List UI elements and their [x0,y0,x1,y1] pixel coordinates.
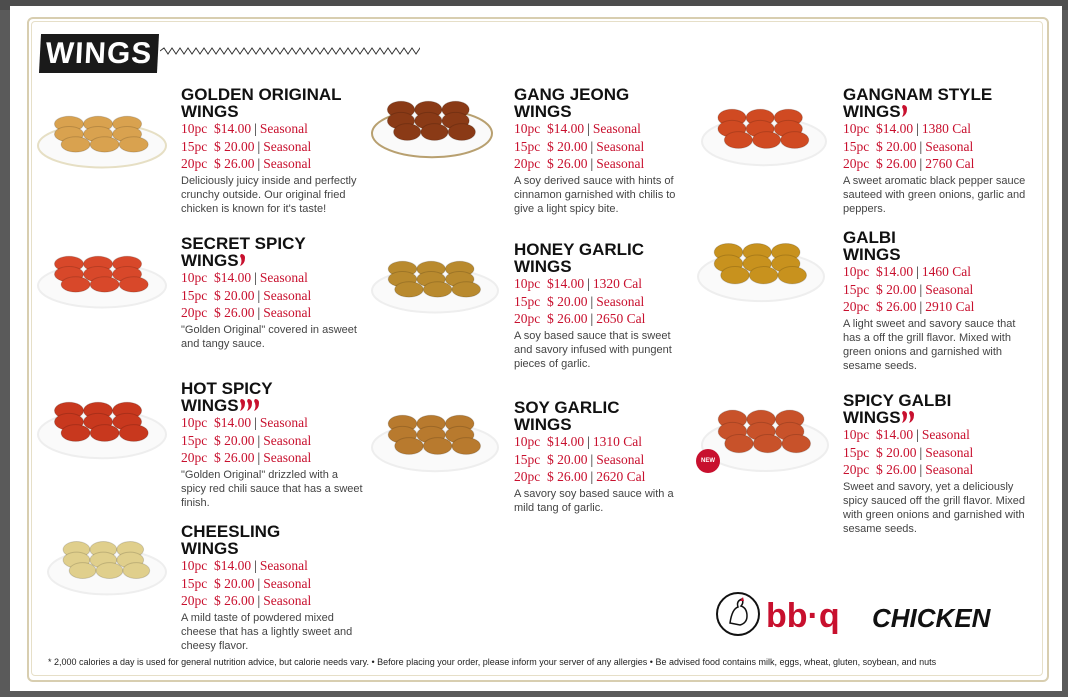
price-row: 20pc $ 26.00 | 2760 Cal [843,156,975,171]
price-row: 20pc $ 26.00 | 2650 Cal [514,311,646,326]
piece-count: 10pc [181,415,208,430]
calorie-info: 2760 Cal [925,156,975,171]
piece-count: 10pc [514,434,541,449]
piece-count: 10pc [843,121,870,136]
price-row: 15pc $ 20.00 | Seasonal [843,138,974,154]
wing-plate-image [36,391,168,461]
calorie-info: Seasonal [592,121,641,136]
menu-item [181,86,366,216]
item-name-line1: GANGNAM STYLE [843,85,993,104]
wing-plate-image [36,246,168,310]
piece-count: 10pc [843,427,870,442]
price-value: $14.00 [214,415,252,430]
calorie-info: 1460 Cal [921,264,971,279]
price-row: 10pc $14.00 | 1320 Cal [514,276,642,291]
item-name-line1: GOLDEN ORIGINAL [181,85,342,104]
price-value: $14.00 [876,427,914,442]
item-description: A sweet aromatic black pepper sauce sauteed with green onions, garlic and peppers. [843,174,1026,215]
price-value: $ 20.00 [547,451,588,467]
price-value: $ 26.00 [876,299,917,314]
calorie-info: 2650 Cal [596,311,646,326]
piece-count: 15pc [181,287,208,303]
item-name-line2: WINGS [843,245,901,264]
piece-count: 10pc [181,558,208,573]
piece-count: 20pc [181,450,208,465]
price-value: $14.00 [547,276,585,291]
price-row: 10pc $14.00 | Seasonal [181,121,308,136]
piece-count: 20pc [181,156,208,171]
calorie-info: Seasonal [259,415,308,430]
wing-plate-image [370,90,494,160]
price-value: $14.00 [214,121,252,136]
calorie-info: Seasonal [925,138,974,154]
calorie-info: Seasonal [259,270,308,285]
price-row: 10pc $14.00 | Seasonal [843,427,970,442]
wing-plate-image [36,106,168,170]
piece-count: 10pc [514,276,541,291]
chili-pepper-icon [246,398,253,412]
price-row: 10pc $14.00 | 1460 Cal [843,264,971,279]
price-value: $14.00 [214,558,252,573]
menu-item [514,86,684,216]
item-description: "Golden Original" covered in asweet and tangy sauce. [181,323,357,350]
price-row: 10pc $14.00 | 1310 Cal [514,434,642,449]
footer-note: * 2,000 calories a day is used for general nutrition advice, but calorie needs vary. • Before placing your order, please inform your server of any allergies • Be advised food contains milk, eggs, wheat, gluten, soybean, and nuts [48,657,937,667]
price-row: 15pc $ 20.00 | Seasonal [181,287,312,303]
item-description: A soy derived sauce with hints of cinnamon garnished with chilis to give a light spicy bite. [514,174,676,215]
calorie-info: Seasonal [925,281,974,297]
item-name-line1: SOY GARLIC [514,398,620,417]
piece-count: 20pc [514,156,541,171]
price-value: $14.00 [876,121,914,136]
piece-count: 20pc [843,156,870,171]
item-name-line1: HONEY GARLIC [514,240,645,259]
item-name-line1: SECRET SPICY [181,234,306,253]
calorie-info: 1310 Cal [592,434,642,449]
item-name-line1: CHEESLING [181,522,281,541]
menu-page [10,6,1062,691]
price-row: 15pc $ 20.00 | Seasonal [514,138,645,154]
calorie-info: 1380 Cal [921,121,971,136]
wing-plate-image [370,404,500,474]
piece-count: 10pc [181,270,208,285]
piece-count: 15pc [843,138,870,154]
calorie-info: Seasonal [596,156,645,171]
price-row: 15pc $ 20.00 | Seasonal [181,432,312,448]
piece-count: 15pc [181,575,208,591]
logo-brand: bb·q [766,597,840,635]
price-row: 20pc $ 26.00 | 2910 Cal [843,299,975,314]
price-value: $ 20.00 [214,138,255,154]
calorie-info: Seasonal [263,287,312,303]
new-badge: NEW [696,449,720,473]
chili-pepper-icon [908,410,915,424]
piece-count: 10pc [843,264,870,279]
wing-plate-image [370,251,500,315]
wing-plate-image [46,531,168,597]
price-row: 20pc $ 26.00 | Seasonal [181,156,312,171]
item-name-line1: GANG JEONG [514,85,630,104]
menu-item [843,86,1033,216]
piece-count: 15pc [181,432,208,448]
menu-item [181,235,366,351]
price-row: 10pc $14.00 | Seasonal [181,415,308,430]
price-value: $ 26.00 [214,156,255,171]
price-row: 15pc $ 20.00 | Seasonal [181,138,312,154]
price-value: $ 26.00 [876,156,917,171]
price-row: 10pc $14.00 | 1380 Cal [843,121,971,136]
calorie-info: Seasonal [263,156,312,171]
piece-count: 20pc [181,305,208,320]
menu-item [843,229,1033,373]
wing-plate-image [700,98,828,168]
piece-count: 20pc [843,299,870,314]
price-value: $ 26.00 [214,450,255,465]
piece-count: 15pc [843,281,870,297]
item-name-line2: WINGS [181,397,366,414]
calorie-info: Seasonal [263,593,312,608]
price-value: $ 20.00 [547,293,588,309]
price-value: $ 26.00 [547,156,588,171]
price-value: $14.00 [547,434,585,449]
item-name-line2: WINGS [514,102,572,121]
calorie-info: Seasonal [596,138,645,154]
piece-count: 10pc [514,121,541,136]
price-row: 20pc $ 26.00 | Seasonal [514,156,645,171]
item-description: A soy based sauce that is sweet and savory infused with pungent pieces of garlic. [514,329,672,370]
menu-item [181,523,366,653]
item-description: A mild taste of powdered mixed cheese that has a lightly sweet and cheesy flavor. [181,611,353,652]
calorie-info: Seasonal [263,305,312,320]
calorie-info: Seasonal [596,451,645,467]
item-name-line2: WINGS [181,102,239,121]
menu-item [514,399,684,515]
piece-count: 15pc [843,444,870,460]
piece-count: 20pc [843,462,870,477]
price-value: $ 20.00 [214,432,255,448]
item-name-line1: SPICY GALBI [843,391,952,410]
calorie-info: Seasonal [925,444,974,460]
price-row: 10pc $14.00 | Seasonal [181,558,308,573]
item-name-line1: HOT SPICY [181,379,273,398]
item-name-line2: WINGS [843,409,1033,426]
calorie-info: 1320 Cal [592,276,642,291]
piece-count: 20pc [181,593,208,608]
price-row: 15pc $ 20.00 | Seasonal [514,293,645,309]
item-name-line2: WINGS [514,257,572,276]
calorie-info: Seasonal [596,293,645,309]
price-row: 15pc $ 20.00 | Seasonal [843,444,974,460]
calorie-info: Seasonal [263,138,312,154]
price-value: $ 20.00 [876,138,917,154]
section-title: WINGS [39,34,159,73]
bbq-chicken-logo [716,589,1036,644]
price-row: 15pc $ 20.00 | Seasonal [181,575,312,591]
calorie-info: Seasonal [921,427,970,442]
calorie-info: Seasonal [259,121,308,136]
item-description: A savory soy based sauce with a mild tang of garlic. [514,487,674,514]
price-value: $ 20.00 [876,444,917,460]
piece-count: 20pc [514,311,541,326]
item-description: Deliciously juicy inside and perfectly crunchy outside. Our original fried chicken is known for it's taste! [181,174,357,215]
item-description: A light sweet and savory sauce that has a off the grill flavor. Mixed with green onions and garnished with sesame seeds. [843,317,1016,372]
calorie-info: Seasonal [263,450,312,465]
item-name-line2: WINGS [181,539,239,558]
price-row: 10pc $14.00 | Seasonal [181,270,308,285]
piece-count: 20pc [514,469,541,484]
price-row: 15pc $ 20.00 | Seasonal [843,281,974,297]
price-row: 15pc $ 20.00 | Seasonal [514,451,645,467]
piece-count: 15pc [514,138,541,154]
price-value: $14.00 [214,270,252,285]
menu-item [514,241,684,371]
item-name-line2: WINGS [514,415,572,434]
price-value: $ 20.00 [214,287,255,303]
calorie-info: Seasonal [263,575,312,591]
item-description: "Golden Original" drizzled with a spicy red chili sauce that has a sweet finish. [181,468,363,509]
logo-word: CHICKEN [872,603,991,633]
price-value: $14.00 [876,264,914,279]
price-value: $ 20.00 [876,281,917,297]
calorie-info: Seasonal [263,432,312,448]
price-row: 20pc $ 26.00 | 2620 Cal [514,469,646,484]
item-name-line1: GALBI [843,228,896,247]
chili-pepper-icon [901,104,908,118]
piece-count: 10pc [181,121,208,136]
price-value: $ 20.00 [214,575,255,591]
chili-pepper-icon [239,398,246,412]
price-value: $ 20.00 [547,138,588,154]
calorie-info: Seasonal [259,558,308,573]
price-value: $14.00 [547,121,585,136]
item-name-line2: WINGS [181,252,366,269]
piece-count: 15pc [514,293,541,309]
price-row: 10pc $14.00 | Seasonal [514,121,641,136]
price-value: $ 26.00 [214,305,255,320]
price-value: $ 26.00 [876,462,917,477]
calorie-info: 2620 Cal [596,469,646,484]
item-name-line2: WINGS [843,103,1033,120]
menu-item [843,392,1033,536]
price-row: 20pc $ 26.00 | Seasonal [181,593,312,608]
item-description: Sweet and savory, yet a deliciously spicy sauced off the grill flavor. Mixed with green onions and garnished with sesame seeds. [843,480,1025,535]
chili-pepper-icon [239,253,246,267]
piece-count: 15pc [181,138,208,154]
price-value: $ 26.00 [547,311,588,326]
price-row: 20pc $ 26.00 | Seasonal [181,305,312,320]
wing-plate-image [696,232,826,304]
calorie-info: 2910 Cal [925,299,975,314]
price-row: 20pc $ 26.00 | Seasonal [843,462,974,477]
squiggle-divider [160,46,420,56]
calorie-info: Seasonal [925,462,974,477]
price-row: 20pc $ 26.00 | Seasonal [181,450,312,465]
piece-count: 15pc [514,451,541,467]
price-value: $ 26.00 [214,593,255,608]
menu-item [181,380,366,510]
chili-pepper-icon [901,410,908,424]
price-value: $ 26.00 [547,469,588,484]
chili-pepper-icon [253,398,260,412]
